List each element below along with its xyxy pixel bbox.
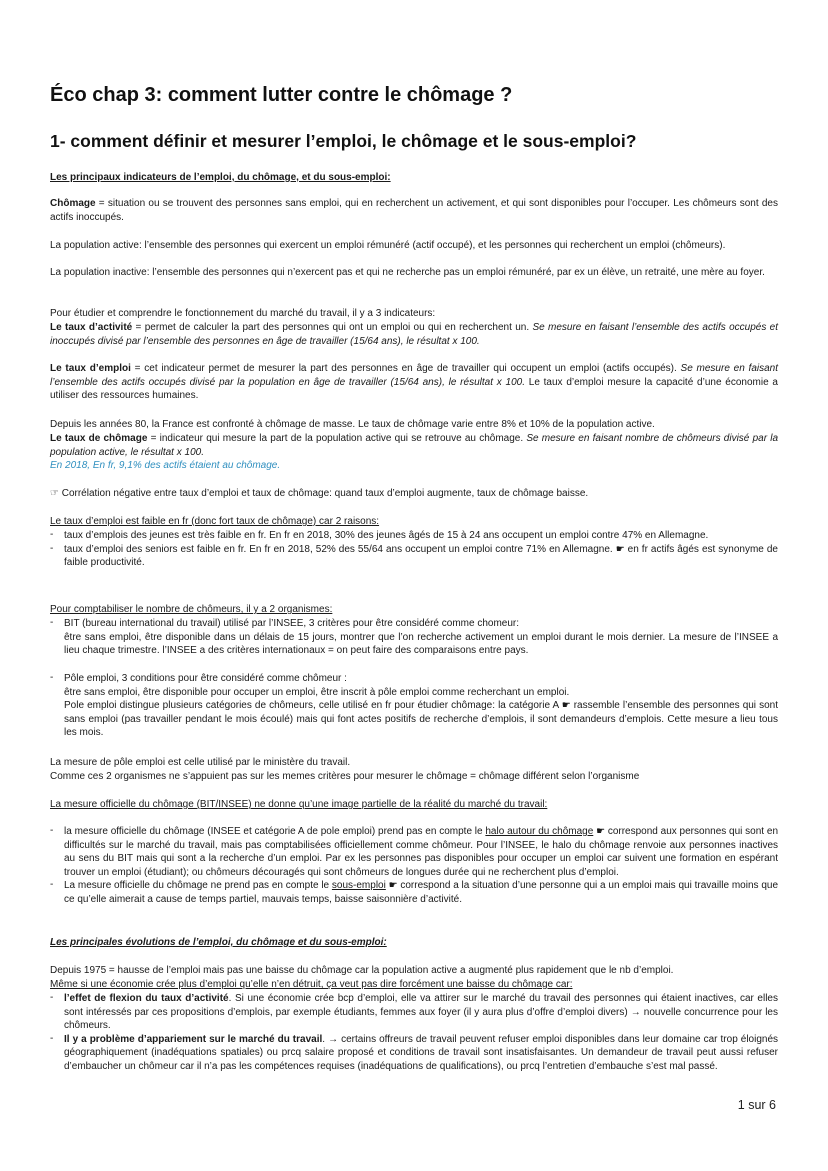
bit-body: être sans emploi, être disponible dans un délais de 15 jours, montrer que l’on recherche activement un emploi durant le mois dernier. La mesure de l’INSEE a lieu chaque trimestre. l’INSEE a des critères internationaux = on peut faire des comparaisons entre pays. — [64, 631, 778, 657]
list-item: - l’effet de flexion du taux d’activité. Si une économie crée bcp d’emploi, elle va attirer sur le marché du travail des personnes qui étaient inactives, car elles sont intéressés par ces propositions d’emplois, par exemple étudiants, femmes aux foyer (il y aura plus d’offre d’emploi divers) → nouvelle concurrence pour les chômeurs. — [50, 992, 778, 1032]
bullet-dash: - — [50, 1032, 54, 1044]
list-item — [50, 617, 778, 658]
bullet-dash: - — [50, 992, 54, 1003]
pole-list — [50, 672, 778, 740]
chomage-definition — [50, 197, 778, 224]
population-inactive: La population inactive: l’ensemble des personnes qui n’exercent pas et qui ne recherche pas un emploi rémunéré, par ex un élève, un retraité, une mère au foyer. — [50, 267, 765, 278]
appariement-term: Il y a problème d’appariement sur le marché du travail — [64, 1033, 323, 1045]
bit-head: BIT (bureau international du travail) utilisé par l’INSEE, 3 critères pour être considéré comme chomeur: — [64, 618, 520, 629]
bullet-dash: - — [50, 672, 54, 683]
halo-term: halo autour du chômage — [485, 826, 594, 837]
section-heading: 1- comment définir et mesurer l’emploi, le chômage et le sous-emploi? — [50, 131, 637, 151]
bullet-dash: - — [50, 825, 54, 836]
bullet-dash: - — [50, 879, 54, 891]
list-item — [50, 672, 778, 740]
pole-head: Pôle emploi, 3 conditions pour être considéré comme chômeur : — [64, 673, 347, 684]
bit-list — [50, 617, 778, 658]
taux-activite-formula: Se mesure en faisant l’ensemble des actifs occupés et inoccupés divisé par l’ensemble des personnes en âge de travailler (15/64 ans), le résultat x 100. — [50, 322, 778, 347]
organismes-title: Pour comptabiliser le nombre de chômeurs, il y a 2 organismes: — [50, 604, 333, 615]
taux-emploi-formula: Se mesure en faisant l’ensemble des actifs occupés divisé par la population en âge de travailler (15/64 ans), le résultat x 100. — [50, 363, 779, 388]
taux-activite-def: = permet de calculer la part des personnes qui ont un emploi ou qui en recherchent un. — [132, 322, 533, 333]
meme-si: Même si une économie crée plus d’emploi qu’elle n’en détruit, ça veut pas dire forcément une baisse du chômage car: — [50, 979, 573, 990]
officielle-list — [50, 825, 778, 907]
criteres-note: Comme ces 2 organismes ne s’appuient pas sur les memes critères pour mesurer le chômage = chômage différent selon l’organisme — [50, 771, 640, 782]
taux-chomage-paragraph — [50, 432, 778, 459]
taux-chomage-term: Le taux de chômage — [50, 433, 148, 444]
bullet-dash: - — [50, 529, 54, 540]
taux-emploi-end: Le taux d’emploi mesure la capacité d’une économie a utiliser des ressources humaines. — [50, 376, 778, 402]
ministere-note: La mesure de pôle emploi est celle utilisé par le ministère du travail. — [50, 757, 351, 768]
since-80-paragraph: Depuis les années 80, la France est confronté à chômage de masse. Le taux de chômage varie entre 8% et 10% de la population active. — [50, 419, 655, 430]
taux-chomage-def: = indicateur qui mesure la part de la population active qui se retrouve au chômage. — [147, 433, 527, 444]
taux-activite-term: Le taux d’activité — [50, 322, 133, 333]
evolutions-title: Les principales évolutions de l’emploi, du chômage et du sous-emploi: — [50, 937, 387, 948]
stat-2018: En 2018, En fr, 9,1% des actifs étaient au chômage. — [50, 460, 281, 471]
three-indicators-intro: Pour étudier et comprendre le fonctionnement du marché du travail, il y a 3 indicateurs: — [50, 308, 436, 319]
correlation-note: ☞ Corrélation négative entre taux d’emploi et taux de chômage: quand taux d’emploi augmente, taux de chômage baisse. — [50, 488, 589, 499]
chomage-term: Chômage — [50, 198, 96, 209]
list-item: - Il y a problème d’appariement sur le marché du travail. → certains offreurs de travail peuvent refuser emploi disponibles dans leur domaine car trop éloignés géographiquement (inadéquations spatiales) ou prcq salaire proposé et conditions de travail sont insatisfaisantes. Un demandeur de travail peut aussi refuser d’embaucher un chômeur car il n’a pas les compétences requises (inadéquations de qualifications), ou prcq l’entretien d’embauche s’est mal passé. — [50, 1032, 779, 1072]
taux-emploi-paragraph — [50, 362, 778, 403]
flexion-term: l’effet de flexion du taux d’activité — [64, 993, 229, 1004]
pole-body-2: Pole emploi distingue plusieurs catégories de chômeurs, celle utilisé en fr pour étudier chômage: la catégorie A ☛ rassemble l’ensemble des personnes qui sont sans emploi (pas travailler pendant le mois écoulé) mais qui font actes positifs de recherche d’emplois, il sont demandeurs d’emplois. Cette mesure a lieu tous les mois. — [64, 700, 778, 739]
list-item: - taux d’emploi des seniors est faible en fr. En fr en 2018, 52% des 55/64 ans occupent un emploi contre 71% en Allemagne. ☛ en fr actifs âgés est synonyme de faible productivité. — [50, 542, 778, 569]
list-item: - taux d’emplois des jeunes est très faible en fr. En fr en 2018, 30% des jeunes âgés de 15 à 24 ans occupent un emploi contre 47% en Allemagne. — [50, 529, 709, 541]
depuis-1975: Depuis 1975 = hausse de l’emploi mais pas une baisse du chômage car la population active a augmenté plus rapidement que le nb d’emploi. — [50, 965, 674, 976]
faible-list — [50, 529, 778, 570]
evolutions-list — [50, 992, 778, 1074]
chomage-def: = situation ou se trouvent des personnes sans emploi, qui en recherchent un activement, et qui sont disponibles pour l’occuper. Les chômeurs sont des actifs inoccupés. — [50, 198, 778, 223]
officielle-title: La mesure officielle du chômage (BIT/INSEE) ne donne qu’une image partielle de la réalité du marché du travail: — [50, 799, 548, 810]
indicators-title: Les principaux indicateurs de l’emploi, du chômage, et du sous-emploi: — [50, 172, 391, 183]
population-active: La population active: l’ensemble des personnes qui exercent un emploi rémunéré (actif occupé), et les personnes qui recherchent un emploi (chômeurs). — [50, 240, 726, 251]
taux-emploi-term: Le taux d’emploi — [50, 363, 131, 374]
page-number: 1 sur 6 — [737, 1098, 776, 1112]
page-title: Éco chap 3: comment lutter contre le chômage ? — [50, 84, 513, 106]
pole-body-1: être sans emploi, être disponible pour occuper un emploi, être inscrit à pôle emploi comme recherchant un emploi. — [64, 686, 570, 698]
taux-chomage-formula: Se mesure en faisant nombre de chômeurs divisé par la population active, le résultat x 100. — [50, 433, 779, 458]
bullet-dash: - — [50, 542, 54, 554]
list-item: - La mesure officielle du chômage ne prend pas en compte le sous-emploi ☛ correspond a la situation d’une personne qui a un emploi mais qui travaille moins que ce qu’elle aimerait a cause de temps partiel, mauvais temps, baisse saisonnière d’activité. — [50, 879, 778, 905]
list-item: - la mesure officielle du chômage (INSEE et catégorie A de pole emploi) prend pas en compte le halo autour du chômage ☛ correspond aux personnes qui sont en difficultés sur le marché du travail, mais pas comptabilisées officiellement comme chômeur. Pour l’INSEE, le halo du chômage renvoie aux personnes inactives au sens du BIT mais qui sont a la recherche d’un emploi. Par ex les personnes pas disponibles pour occuper un emploi car suivent une formation en espérant trouver un emploi (étudiant); ou chômeurs découragés qui sont chômeurs de longues durée qui ne recherchent plus d’emploi. — [50, 825, 779, 878]
bullet-dash: - — [50, 617, 54, 628]
sous-emploi-term: sous-emploi — [331, 880, 386, 892]
taux-activite-paragraph — [50, 321, 778, 348]
faible-title: Le taux d’emploi est faible en fr (donc fort taux de chômage) car 2 raisons: — [50, 516, 380, 527]
taux-emploi-def: = cet indicateur permet de mesurer la part des personnes en âge de travailler qui occupent un emploi (actifs occupés). — [130, 363, 681, 374]
